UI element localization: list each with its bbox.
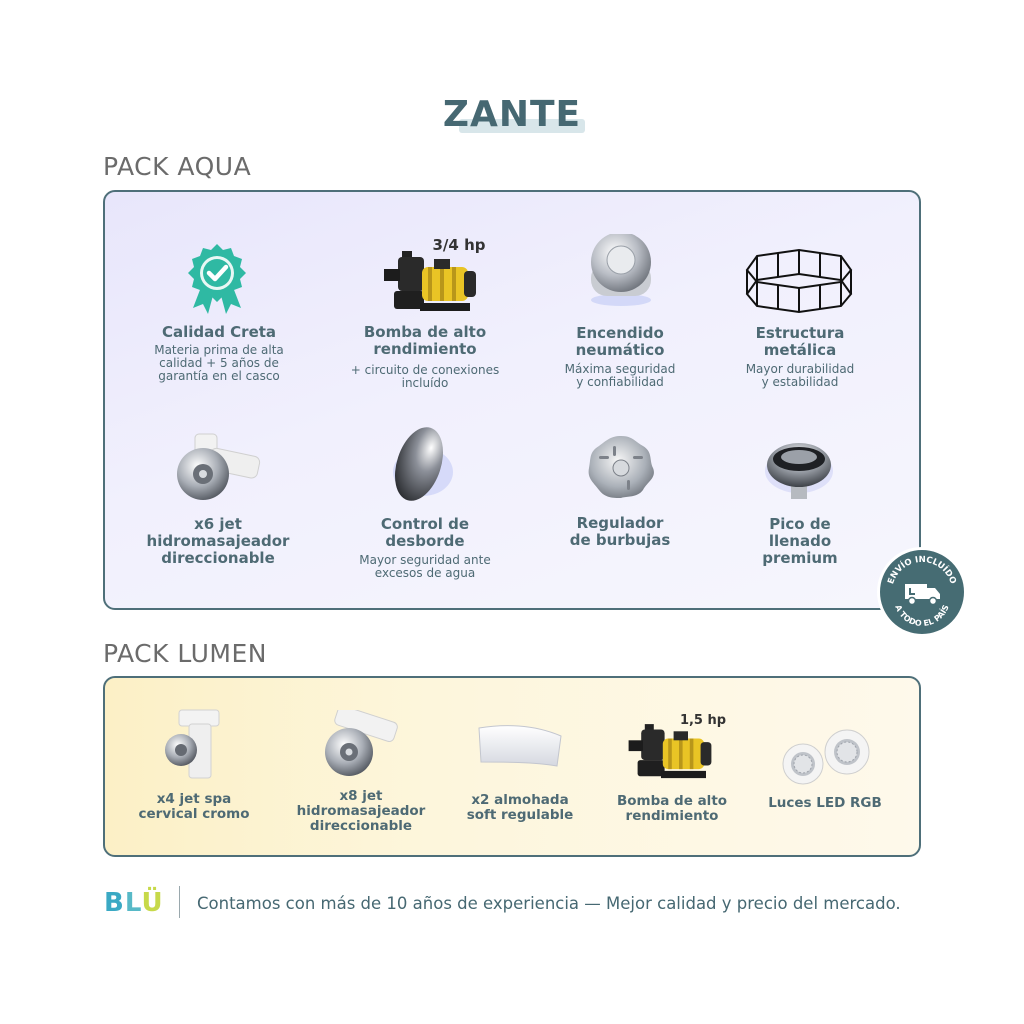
jet-icon — [173, 430, 263, 504]
feature-regulador: Regulador de burbujas — [569, 514, 671, 549]
feature-jet-x6: x6 jet hidromasajeador direccionable — [146, 515, 290, 567]
led-lights-icon — [779, 726, 873, 786]
pack-aqua-label: PACK AQUA — [103, 152, 252, 181]
footer-divider — [179, 886, 180, 918]
jet-icon — [319, 710, 403, 780]
lumen-luces-led: Luces LED RGB — [768, 795, 882, 811]
lumen-jet-x8: x8 jet hidromasajeador direccionable — [296, 788, 426, 834]
lumen-almohada: x2 almohada soft regulable — [466, 792, 574, 823]
feature-encendido: Encendido neumático Máxima seguridad y confiabilidad — [564, 324, 676, 389]
bubble-regulator-icon — [583, 432, 659, 502]
pump-icon — [625, 720, 715, 784]
badge-ring-text — [880, 550, 964, 634]
brand-logo: BLÜ — [104, 888, 164, 918]
badge-bottom-text: A TODO EL PAÍS — [893, 603, 951, 629]
feature-estructura: Estructura metálica Mayor durabilidad y estabilidad — [745, 324, 855, 389]
pump-hp-tag-lumen: 1,5 hp — [679, 713, 727, 728]
svg-text:ENVÍO INCLUÍDO — [886, 555, 958, 586]
pack-lumen-panel — [103, 676, 921, 857]
product-title: ZANTE — [442, 94, 582, 135]
pump-hp-tag: 3/4 hp — [432, 236, 486, 254]
feature-control-desborde: Control de desborde Mayor seguridad ante excesos de agua — [359, 515, 491, 580]
pack-lumen-label: PACK LUMEN — [103, 639, 267, 668]
fill-spout-icon — [763, 437, 835, 503]
pneumatic-button-icon — [583, 234, 659, 310]
spa-jet-icon — [159, 708, 221, 782]
footer-tagline: Contamos con más de 10 años de experiencia — Mejor calidad y precio del mercado. — [197, 894, 901, 913]
truck-icon — [905, 584, 940, 605]
badge-top-text: ENVÍO INCLUÍDO — [886, 554, 958, 586]
lumen-bomba: Bomba de alto rendimiento — [616, 793, 728, 824]
quality-badge-icon — [185, 242, 249, 316]
overflow-icon — [385, 424, 455, 508]
pillow-icon — [473, 722, 567, 772]
feature-calidad-creta: Calidad Creta Materia prima de alta calidad + 5 años de garantía en el casco — [154, 323, 284, 383]
feature-bomba: Bomba de alto rendimiento + circuito de conexiones incluído — [350, 323, 500, 390]
shipping-badge — [877, 547, 967, 637]
svg-text:A TODO EL PAÍS — [893, 603, 951, 628]
metal-frame-icon — [743, 246, 855, 314]
lumen-spa-jet: x4 jet spa cervical cromo — [138, 791, 250, 822]
pack-aqua-panel — [103, 190, 921, 610]
feature-pico-llenado: Pico de llenado premium — [762, 515, 838, 567]
pump-icon — [380, 247, 480, 317]
